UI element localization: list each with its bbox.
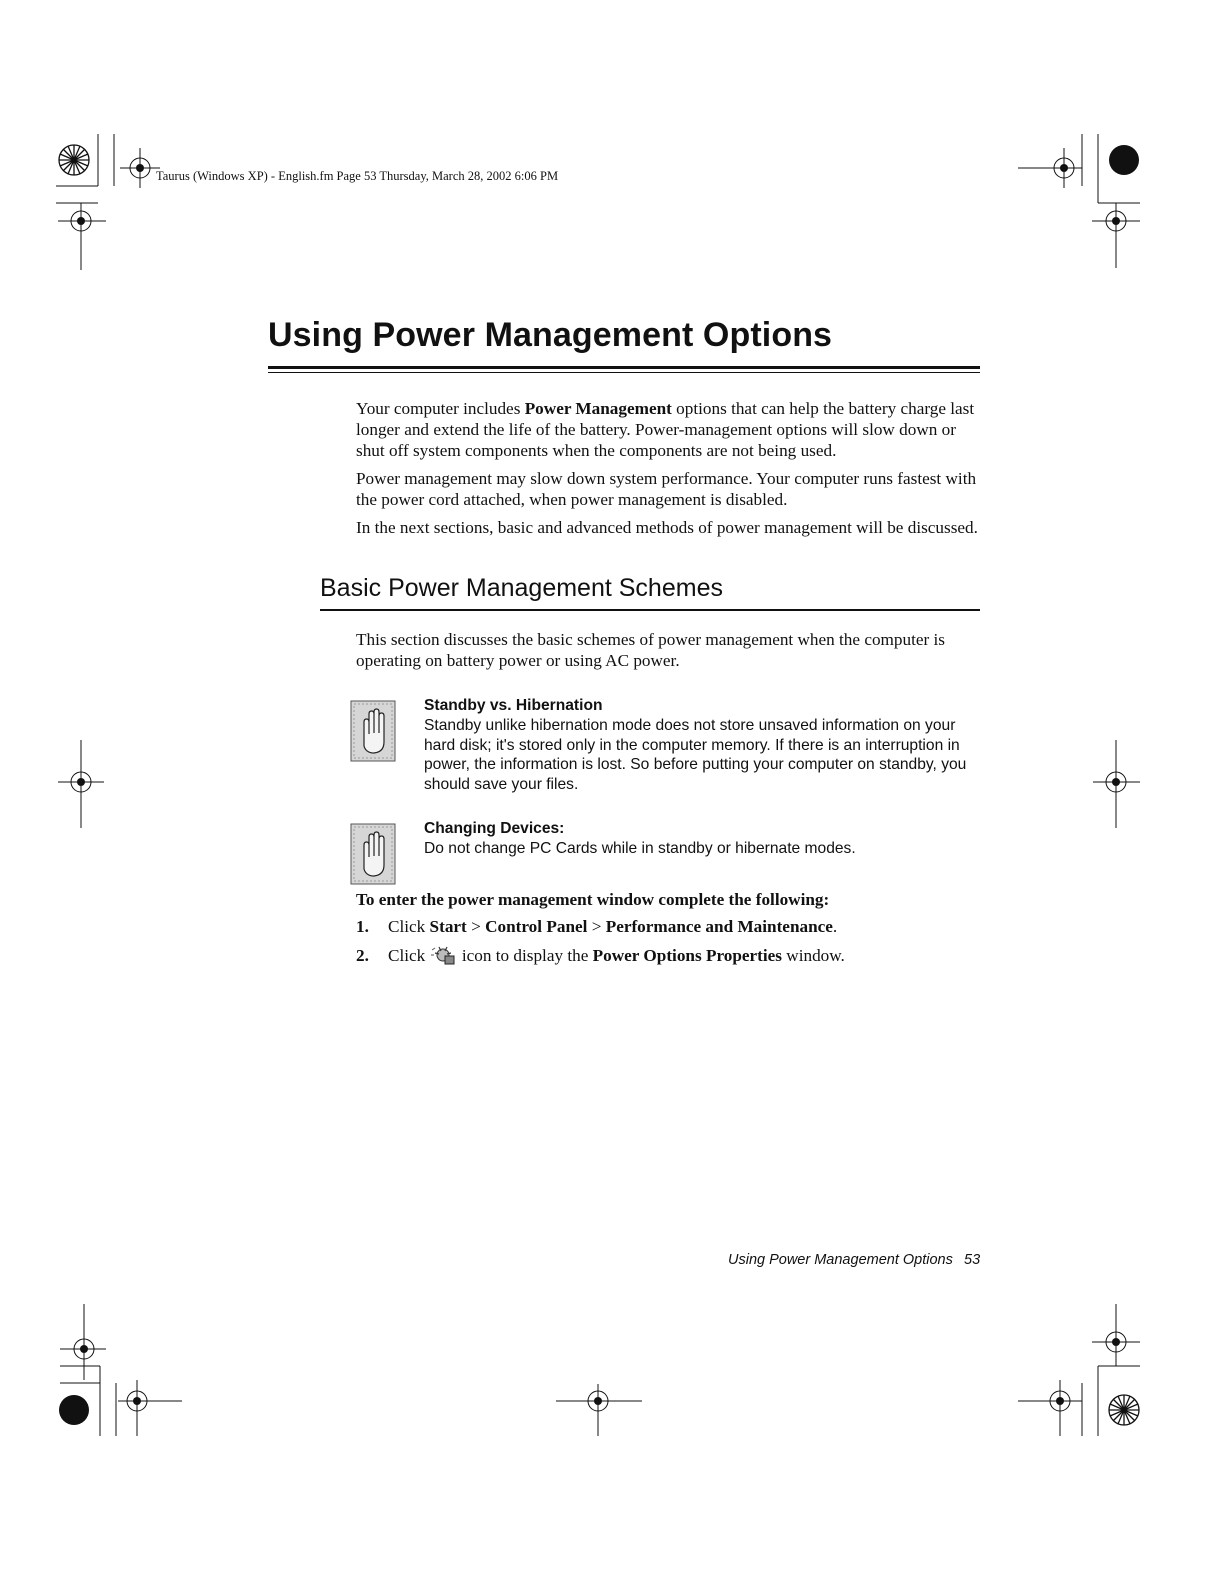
page-title: Using Power Management Options [268,316,833,354]
step-number: 2. [356,946,369,965]
procedure-step-1 [356,917,837,937]
hand-stop-icon [350,823,396,885]
hand-stop-icon [350,700,396,762]
step-text: window. [782,946,845,965]
print-header-file-info: Taurus (Windows XP) - English.fm Page 53 Thursday, March 28, 2002 6:06 PM [156,169,559,183]
section-heading: Basic Power Management Schemes [320,574,723,602]
title-rule-thin [268,372,980,373]
intro-paragraph-2: Power management may slow down system performance. Your computer runs fastest with the power cord attached, when power management is disabled. [356,469,977,509]
title-rule [268,366,980,369]
menu-path-performance-maintenance: Performance and Maintenance [605,917,833,936]
note-changing-devices [424,819,984,859]
section-rule [320,609,980,611]
note-standby-vs-hibernation [424,696,984,795]
intro-p1-bold-term: Power Management [524,399,672,418]
footer-running-title: Using Power Management Options [728,1252,953,1268]
footer-page-number: 53 [964,1252,981,1268]
step-number: 1. [356,917,369,936]
procedure-step-2 [356,944,845,966]
intro-paragraph-3: In the next sections, basic and advanced methods of power management will be discussed. [356,518,978,537]
step-text: Click [388,917,430,936]
step-text: . [832,917,838,936]
note-title: Changing Devices: [424,820,565,837]
section-paragraph: This section discusses the basic schemes of power management when the computer is operating on battery power or using AC power. [356,630,945,670]
power-options-icon [430,944,458,966]
step-text: Click [388,946,430,965]
menu-path-start: Start [429,917,467,936]
intro-paragraph-1 [356,398,984,461]
menu-path-control-panel: Control Panel [485,917,588,936]
note-title: Standby vs. Hibernation [424,697,603,714]
note-body: Do not change PC Cards while in standby or hibernate modes. [424,839,856,857]
window-name-power-options: Power Options Properties [592,946,782,965]
note-body: Standby unlike hibernation mode does not store unsaved information on your hard disk; it's stored only in the computer memory. If there is an interruption in power, the information is lost. So before putting your computer on standby, you should save your files. [424,716,967,794]
path-separator: > [466,917,486,936]
procedure-heading: To enter the power management window complete the following: [356,890,830,909]
intro-p1-text-b: options that can help the battery charge last longer and extend the life of the battery. Power-management options will slow down or shut off system components when the components are not being used. [356,399,975,460]
step-text: icon to display the [457,946,593,965]
intro-p1-text-a: Your computer includes [356,399,525,418]
path-separator: > [587,917,606,936]
